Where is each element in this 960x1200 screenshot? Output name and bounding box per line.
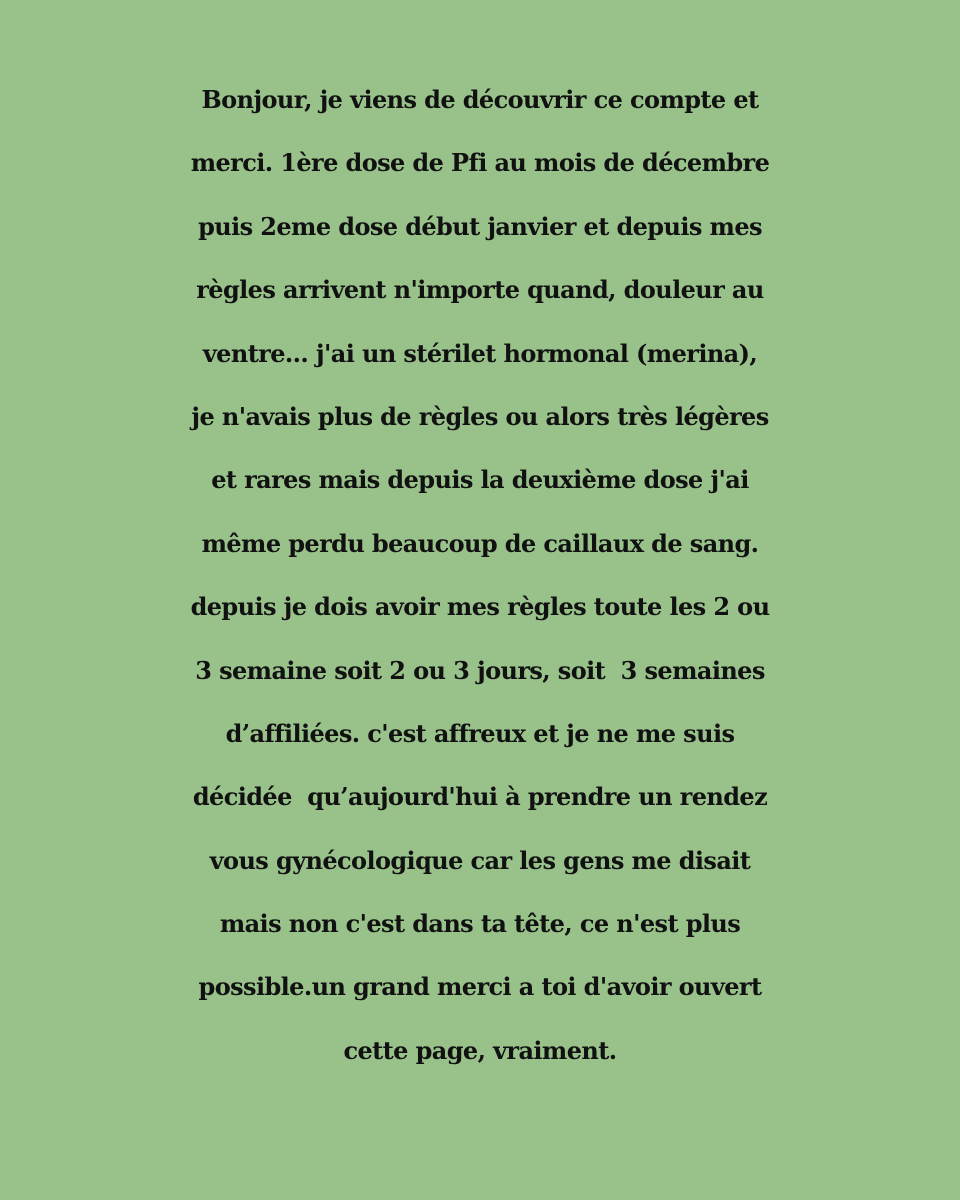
text-line: règles arrivent n'importe quand, douleur au <box>196 275 764 305</box>
testimony-text <box>0 68 960 1082</box>
text-line: et rares mais depuis la deuxième dose j'ai <box>211 465 749 495</box>
text-line: vous gynécologique car les gens me disait <box>209 845 751 875</box>
text-line: 3 semaine soit 2 ou 3 jours, soit 3 semaines <box>195 655 765 685</box>
text-line: même perdu beaucoup de caillaux de sang. <box>201 528 759 558</box>
text-line: merci. 1ère dose de Pfi au mois de décembre <box>190 148 770 178</box>
text-line: Bonjour, je viens de découvrir ce compte et <box>201 85 759 114</box>
text-line: puis 2eme dose début janvier et depuis mes <box>198 211 762 241</box>
text-line: ventre... j'ai un stérilet hormonal (merina), <box>202 338 758 368</box>
text-line: je n'avais plus de règles ou alors très légères <box>191 401 769 431</box>
text-line: d’affiliées. c'est affreux et je ne me suis <box>225 718 735 748</box>
text-line: depuis je dois avoir mes règles toute les 2 ou <box>190 592 770 622</box>
text-line: possible.un grand merci a toi d'avoir ouvert <box>198 972 762 1002</box>
text-line: décidée qu’aujourd'hui à prendre un rendez <box>192 782 768 812</box>
text-line: cette page, vraiment. <box>343 1035 617 1065</box>
text-line: mais non c'est dans ta tête, ce n'est plus <box>219 909 741 939</box>
